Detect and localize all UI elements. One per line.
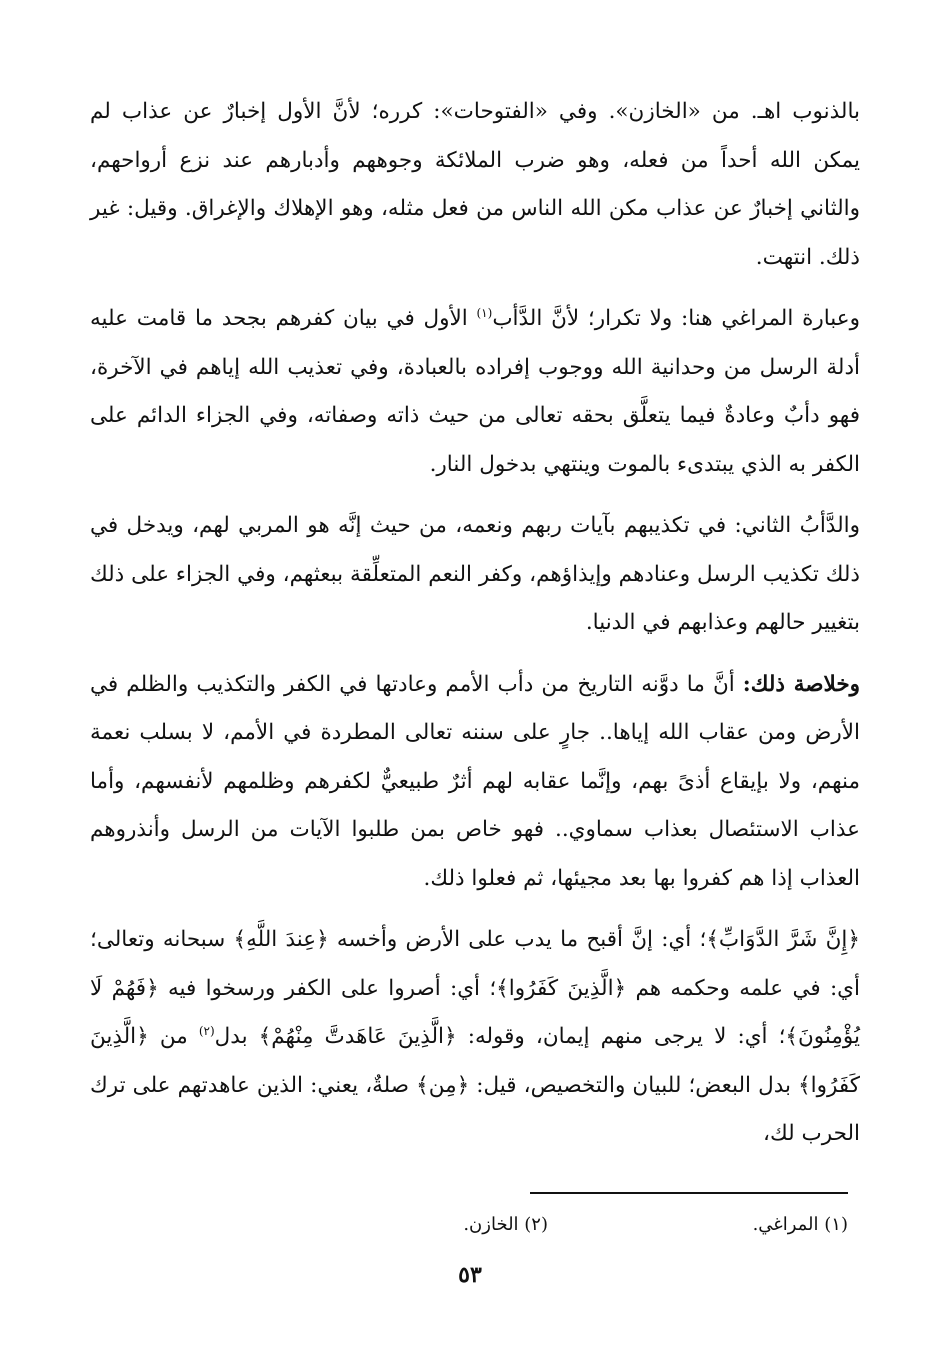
paragraph-text: الأول في بيان كفرهم بجحد ما قامت عليه أدلة الرسل من وحدانية الله ووجوب إفراده بالعبادة، وفي تعذيب الله إياهم في الآخرة، فهو دأبٌ وعادةٌ فيما يتعلَّق بحقه تعالى من حيث ذاته وصفاته، وفي الجزاء الدائم على الكفر به الذي يبتدىء بالموت وينتهي بدخول النار. — [90, 306, 860, 477]
footnote-2: (٢) الخازن. — [463, 1214, 548, 1235]
footnotes — [300, 1208, 848, 1242]
footnote-ref-1: (١) — [476, 305, 493, 320]
paragraph-5 — [90, 916, 860, 1159]
paragraph-text: بالذنوب اهـ. من «الخازن». وفي «الفتوحات»: كرره؛ لأنَّ الأول إخبارٌ عن عذاب لم يمكن الله أحداً من فعله، وهو ضرب الملائكة وجوههم وأدبارهم عند نزع أرواحهم، والثاني إخبارٌ عن عذاب مكن الله الناس من فعل مثله، وهو الإهلاك والإغراق. وقيل: غير ذلك. انتهت. — [90, 99, 860, 270]
footnote-1: (١) المراغي. — [752, 1214, 848, 1235]
paragraph-4 — [90, 661, 860, 904]
page-body — [90, 88, 860, 1159]
paragraph-text: وعبارة المراغي هنا: ولا تكرار؛ لأنَّ الدَّأب — [492, 306, 860, 331]
page-number: ٥٣ — [458, 1262, 482, 1288]
paragraph-2 — [90, 295, 860, 489]
paragraph-text: والدَّأبُ الثاني: في تكذيبهم بآيات ربهم ونعمه، من حيث إنَّه هو المربي لهم، ويدخل في ذلك تكذيب الرسل وعنادهم وإيذاؤهم، وكفر النعم المتعلِّقة ببعثهم، وفي الجزاء على ذلك بتغيير حالهم وعذابهم في الدنيا. — [90, 513, 860, 635]
paragraph-text: أنَّ ما دوَّنه التاريخ من دأب الأمم وعادتها في الكفر والتكذيب والظلم في الأرض ومن عقاب الله إياها.. جارٍ على سننه تعالى المطردة في الأمم، لا بسلب نعمة منهم، ولا بإيقاع أذىً بهم، وإنَّما عقابه لهم أثرٌ طبيعيٌّ لكفرهم وظلمهم لأنفسهم، وأما عذاب الاستئصال بعذاب سماوي.. فهو خاص بمن طلبوا الآيات من الرسل وأنذروهم العذاب إذا هم كفروا بها بعد مجيئها، ثم فعلوا ذلك. — [90, 671, 860, 891]
paragraph-text: ﴿إِنَّ شَرَّ الدَّوَابِّ﴾؛ أي: إنَّ أقبح ما يدب على الأرض وأخسه ﴿عِندَ اللَّهِ﴾ سبحانه وتعالى؛ أي: في علمه وحكمه هم ﴿الَّذِينَ كَفَرُوا﴾؛ أي: أصروا على الكفر ورسخوا فيه ﴿فَهُمْ لَا يُؤْمِنُونَ﴾؛ أي: لا يرجى منهم إيمان، وقوله: ﴿الَّذِينَ عَاهَدتَّ مِنْهُمْ﴾ بدل — [90, 927, 861, 1049]
summary-heading: وخلاصة ذلك: — [742, 671, 860, 697]
paragraph-3 — [90, 502, 860, 648]
paragraph-text: من ﴿الَّذِينَ كَفَرُوا﴾ بدل البعض؛ للبيان والتخصيص، قيل: ﴿مِن﴾ صلةٌ، يعني: الذين عاهدتهم على ترك الحرب لك، — [90, 1024, 860, 1146]
paragraph-1 — [90, 88, 860, 282]
footnote-divider — [530, 1192, 848, 1194]
footnote-ref-2: (٢) — [198, 1023, 215, 1038]
